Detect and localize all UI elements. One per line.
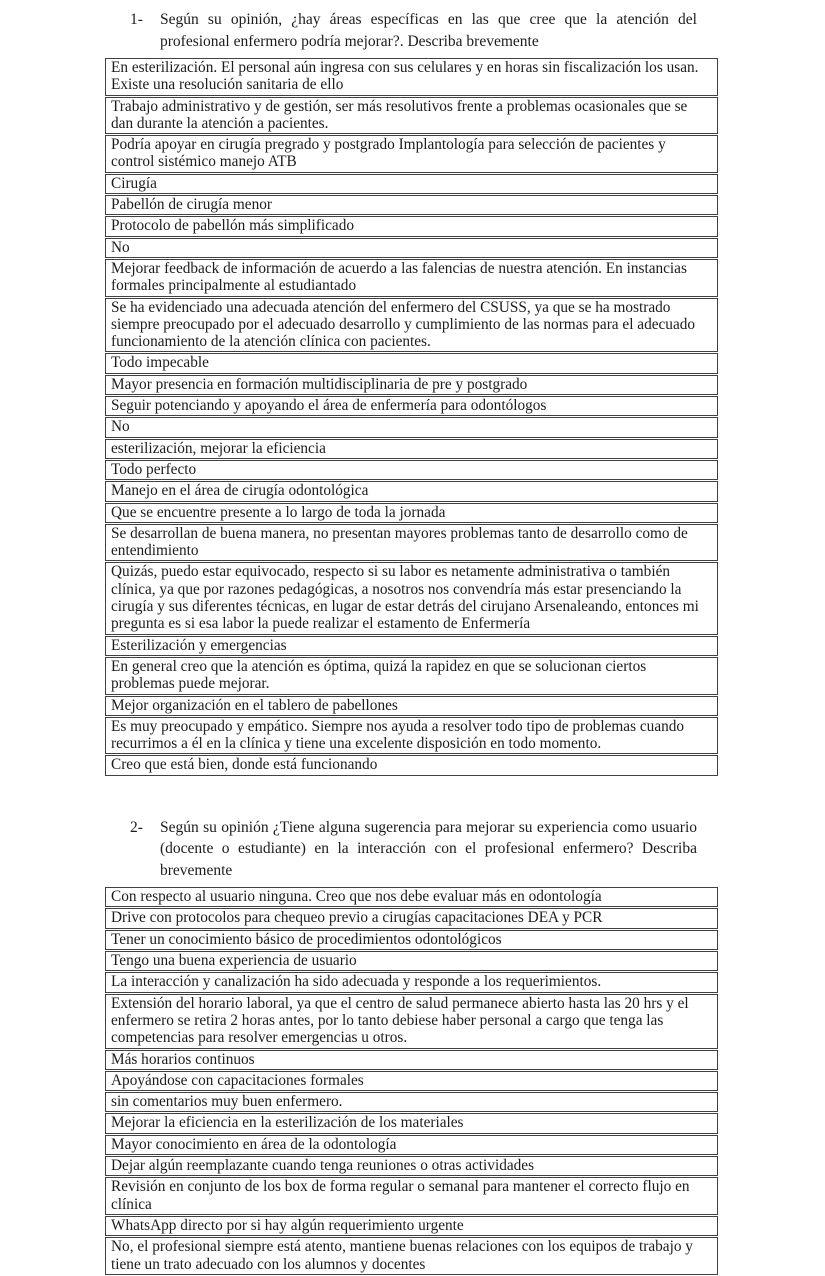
table-row: [105, 195, 718, 215]
response-cell: Podría apoyar en cirugía pregrado y postgrado Implantología para selección de pacientes y control sistémico manejo ATB: [105, 135, 718, 173]
question-1: [130, 9, 697, 52]
question-2-number: 2-: [130, 818, 143, 836]
question-1-responses-table: [105, 57, 718, 777]
table-row: [105, 1113, 718, 1133]
table-row: [105, 1071, 718, 1091]
question-2-responses-table: [105, 886, 718, 1276]
response-cell: Mejorar la eficiencia en la esterilización de los materiales: [105, 1113, 718, 1133]
response-cell: Que se encuentre presente a lo largo de toda la jornada: [105, 503, 718, 523]
response-cell: Seguir potenciando y apoyando el área de enfermería para odontólogos: [105, 396, 718, 416]
response-cell: La interacción y canalización ha sido adecuada y responde a los requerimientos.: [105, 972, 718, 992]
table-row: [105, 503, 718, 523]
response-cell: Se ha evidenciado una adecuada atención del enfermero del CSUSS, ya que se ha mostrado siempre preocupado por el adecuado desarrollo y cumplimiento de las normas para el adecuado funcionamiento de la atención clínica con pacientes.: [105, 298, 718, 353]
response-cell: No: [105, 417, 718, 437]
response-cell: Revisión en conjunto de los box de forma regular o semanal para mantener el correcto flujo en clínica: [105, 1177, 718, 1215]
table-row: [105, 657, 718, 695]
table-row: [105, 972, 718, 992]
table-row: [105, 135, 718, 173]
table-row: [105, 1237, 718, 1275]
table-row: [105, 460, 718, 480]
table-row: [105, 1216, 718, 1236]
response-cell: Con respecto al usuario ninguna. Creo que nos debe evaluar más en odontología: [105, 887, 718, 907]
table-row: [105, 951, 718, 971]
table-row: [105, 1177, 718, 1215]
response-cell: Se desarrollan de buena manera, no presentan mayores problemas tanto de desarrollo como de entendimiento: [105, 524, 718, 562]
table-row: [105, 353, 718, 373]
table-row: [105, 524, 718, 562]
question-1-responses-body: [105, 58, 718, 776]
response-cell: Apoyándose con capacitaciones formales: [105, 1071, 718, 1091]
question-1-section: [0, 9, 825, 777]
table-row: [105, 755, 718, 775]
table-row: [105, 562, 718, 634]
question-1-number: 1-: [130, 11, 143, 28]
response-cell: sin comentarios muy buen enfermero.: [105, 1092, 718, 1112]
table-row: [105, 298, 718, 353]
table-row: [105, 1156, 718, 1176]
response-cell: Tengo una buena experiencia de usuario: [105, 951, 718, 971]
response-cell: No: [105, 238, 718, 258]
response-cell: Es muy preocupado y empático. Siempre nos ayuda a resolver todo tipo de problemas cuando recurrimos a él en la clínica y tiene una excelente disposición en todo momento.: [105, 717, 718, 755]
table-row: [105, 439, 718, 459]
question-2-text: Según su opinión ¿Tiene alguna sugerencia para mejorar su experiencia como usuario (docente o estudiante) en la interacción con el profesional enfermero? Describa brevemente: [160, 818, 697, 879]
question-2: [130, 817, 697, 882]
table-row: [105, 481, 718, 501]
response-cell: Dejar algún reemplazante cuando tenga reuniones o otras actividades: [105, 1156, 718, 1176]
table-row: [105, 1092, 718, 1112]
response-cell: Creo que está bien, donde está funcionando: [105, 755, 718, 775]
response-cell: Mejorar feedback de información de acuerdo a las falencias de nuestra atención. En instancias formales principalmente al estudiantado: [105, 259, 718, 297]
table-row: [105, 216, 718, 236]
response-cell: Más horarios continuos: [105, 1050, 718, 1070]
response-cell: esterilización, mejorar la eficiencia: [105, 439, 718, 459]
response-cell: Manejo en el área de cirugía odontológica: [105, 481, 718, 501]
table-row: [105, 994, 718, 1049]
table-row: [105, 396, 718, 416]
response-cell: Mayor presencia en formación multidisciplinaria de pre y postgrado: [105, 375, 718, 395]
response-cell: Mejor organización en el tablero de pabellones: [105, 696, 718, 716]
table-row: [105, 417, 718, 437]
response-cell: WhatsApp directo por si hay algún requerimiento urgente: [105, 1216, 718, 1236]
table-row: [105, 58, 718, 96]
response-cell: Extensión del horario laboral, ya que el centro de salud permanece abierto hasta las 20 hrs y el enfermero se retira 2 horas antes, por lo tanto debiese haber personal a cargo que tenga las competencias para resolver emergencias u otros.: [105, 994, 718, 1049]
table-row: [105, 238, 718, 258]
response-cell: En general creo que la atención es óptima, quizá la rapidez en que se solucionan ciertos problemas puede mejorar.: [105, 657, 718, 695]
question-1-text: Según su opinión, ¿hay áreas específicas en las que cree que la atención del profesional enfermero podría mejorar?. Describa brevemente: [160, 11, 697, 50]
response-cell: Todo perfecto: [105, 460, 718, 480]
response-cell: No, el profesional siempre está atento, mantiene buenas relaciones con los equipos de trabajo y tiene un trato adecuado con los alumnos y docentes: [105, 1237, 718, 1275]
table-row: [105, 696, 718, 716]
table-row: [105, 259, 718, 297]
response-cell: Cirugía: [105, 174, 718, 194]
response-cell: Trabajo administrativo y de gestión, ser más resolutivos frente a problemas ocasionales que se dan durante la atención a pacientes.: [105, 97, 718, 135]
response-cell: Pabellón de cirugía menor: [105, 195, 718, 215]
table-row: [105, 887, 718, 907]
response-cell: Quizás, puedo estar equivocado, respecto si su labor es netamente administrativa o también clínica, ya que por razones pedagógicas, a nosotros nos convendría más estar presenciando la cirugía y sus diferentes técnicas, en lugar de estar detrás del cirujano Arsenaleando, entonces mi pregunta es si esa labor la puede realizar el estamento de Enfermería: [105, 562, 718, 634]
table-row: [105, 1050, 718, 1070]
table-row: [105, 636, 718, 656]
table-row: [105, 908, 718, 928]
question-2-responses-body: [105, 887, 718, 1275]
table-row: [105, 97, 718, 135]
table-row: [105, 174, 718, 194]
response-cell: Mayor conocimiento en área de la odontología: [105, 1135, 718, 1155]
response-cell: Tener un conocimiento básico de procedimientos odontológicos: [105, 930, 718, 950]
table-row: [105, 375, 718, 395]
response-cell: Todo impecable: [105, 353, 718, 373]
table-row: [105, 717, 718, 755]
response-cell: Protocolo de pabellón más simplificado: [105, 216, 718, 236]
response-cell: Drive con protocolos para chequeo previo a cirugías capacitaciones DEA y PCR: [105, 908, 718, 928]
table-row: [105, 930, 718, 950]
response-cell: Esterilización y emergencias: [105, 636, 718, 656]
response-cell: En esterilización. El personal aún ingresa con sus celulares y en horas sin fiscalización los usan. Existe una resolución sanitaria de ello: [105, 58, 718, 96]
table-row: [105, 1135, 718, 1155]
question-2-section: [0, 817, 825, 1276]
